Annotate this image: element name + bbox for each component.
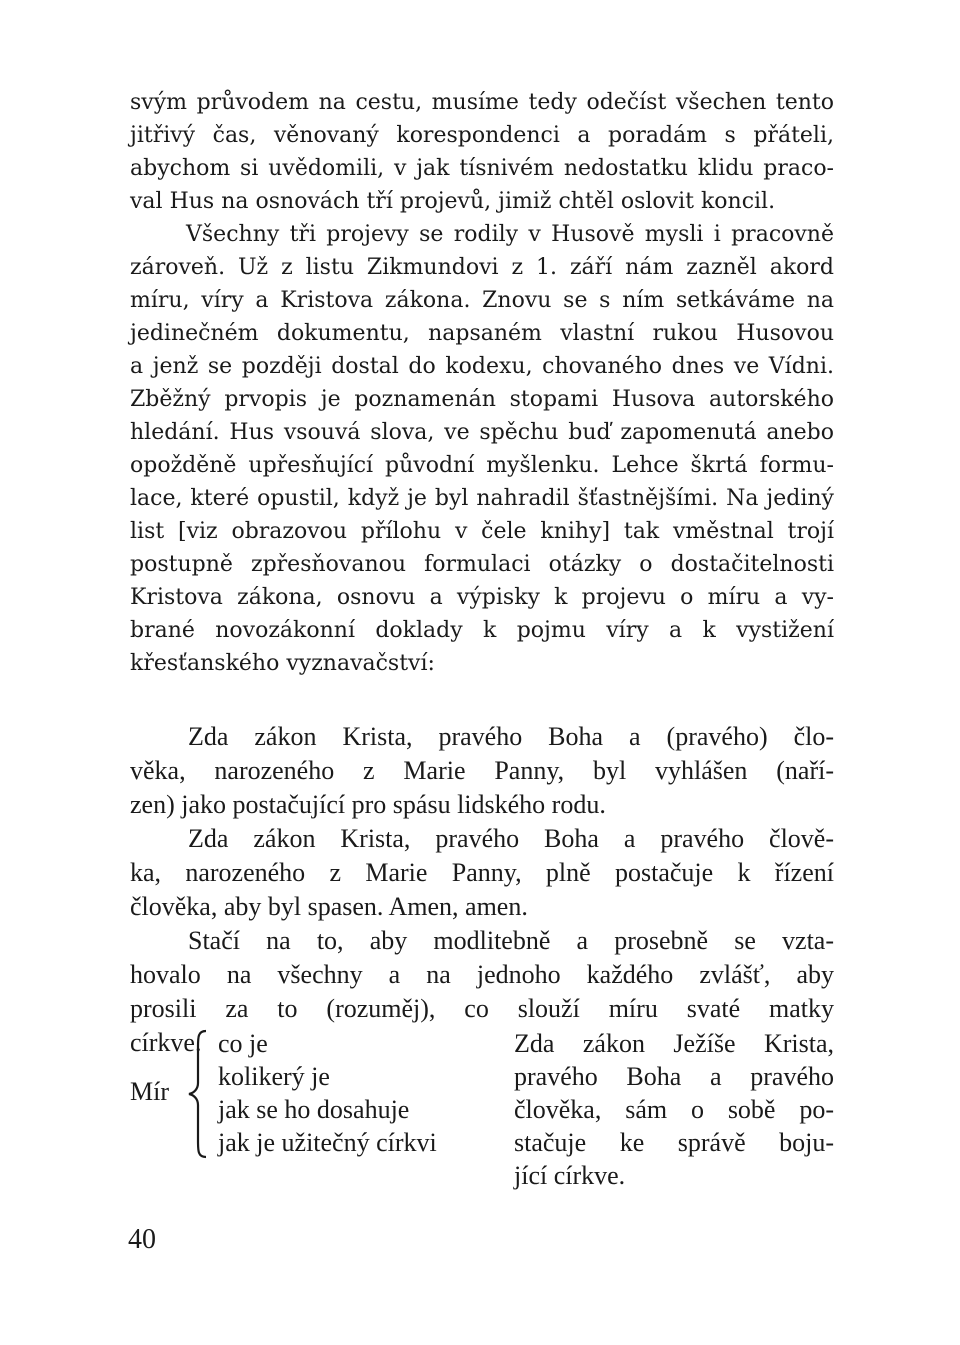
body-line: brané novozákonní doklady k pojmu víry a k vystižení xyxy=(130,618,834,643)
curly-brace-icon xyxy=(186,1029,212,1159)
outline-label: Mír xyxy=(130,1077,169,1106)
right-line: Zda zákon Ježíše Krista, xyxy=(514,1029,834,1058)
outline-items xyxy=(218,1027,437,1159)
outline-item: jak se ho dosahuje xyxy=(218,1095,410,1124)
body-line: křesťanského vyznavačství: xyxy=(130,651,435,676)
quote-line: církve. xyxy=(130,1028,202,1057)
body-paragraph xyxy=(130,86,834,680)
body-line: jitřivý čas, věnovaný korespondenci a poradám s přáteli, xyxy=(130,123,834,148)
body-line: svým průvodem na cestu, musíme tedy odečíst všechen tento xyxy=(130,90,834,115)
body-line: Zběžný prvopis je poznamenán stopami Husova autorského xyxy=(130,387,834,412)
quote-line: Zda zákon Krista, pravého Boha a (pravého) člo- xyxy=(188,722,834,751)
body-line: list [viz obrazovou přílohu v čele knihy] tak vměstnal trojí xyxy=(130,519,834,544)
outline-item: jak je užitečný církvi xyxy=(218,1128,437,1157)
quote-line: prosili za to (rozuměj), co slouží míru svaté matky xyxy=(130,994,834,1023)
body-line: opožděně upřesňující původní myšlenku. Lehce škrtá formu- xyxy=(130,453,834,478)
body-line: abychom si uvědomili, v jak tísnivém nedostatku klidu praco- xyxy=(130,156,834,181)
quote-line: hovalo na všechny a na jednoho každého zvlášť, aby xyxy=(130,960,834,989)
body-line: míru, víry a Kristova zákona. Znovu se s ním setkáváme na xyxy=(130,288,834,313)
quote-line: Zda zákon Krista, pravého Boha a pravého člově- xyxy=(188,824,834,853)
quoted-passage xyxy=(130,720,834,1060)
outline-item: co je xyxy=(218,1029,268,1058)
body-line: lace, které opustil, když je byl nahradil šťastnějšími. Na jediný xyxy=(130,486,834,511)
right-line: stačuje ke správě boju- xyxy=(514,1128,834,1157)
quote-line: člověka, aby byl spasen. Amen, amen. xyxy=(130,892,528,921)
body-line: Všechny tři projevy se rodily v Husově mysli i pracovně xyxy=(186,222,834,247)
body-line: postupně zpřesňovanou formulaci otázky o dostačitelnosti xyxy=(130,552,834,577)
body-line: a jenž se později dostal do kodexu, chovaného dnes ve Vídni. xyxy=(130,354,834,379)
right-line: pravého Boha a pravého xyxy=(514,1062,834,1091)
outline-right-text xyxy=(514,1027,834,1192)
mir-outline xyxy=(130,1027,834,1197)
quote-line: věka, narozeného z Marie Panny, byl vyhlášen (naří- xyxy=(130,756,834,785)
quote-line: ka, narozeného z Marie Panny, plně postačuje k řízení xyxy=(130,858,834,887)
body-line: val Hus na osnovách tří projevů, jimiž chtěl oslovit koncil. xyxy=(130,189,776,214)
body-line: hledání. Hus vsouvá slova, ve spěchu buď zapomenutá anebo xyxy=(130,420,834,445)
page-number: 40 xyxy=(128,1224,156,1255)
body-line: jedinečném dokumentu, napsaném vlastní rukou Husovou xyxy=(130,321,834,346)
body-line: zároveň. Už z listu Zikmundovi z 1. září nám zazněl akord xyxy=(130,255,834,280)
outline-item: kolikerý je xyxy=(218,1062,330,1091)
page-body xyxy=(130,86,834,1060)
right-line: člověka, sám o sobě po- xyxy=(514,1095,834,1124)
quote-line: zen) jako postačující pro spásu lidského rodu. xyxy=(130,790,606,819)
quote-line: Stačí na to, aby modlitebně a prosebně se vzta- xyxy=(188,926,834,955)
body-line: Kristova zákona, osnovu a výpisky k projevu o míru a vy- xyxy=(130,585,834,610)
right-line: jící církve. xyxy=(514,1161,626,1190)
